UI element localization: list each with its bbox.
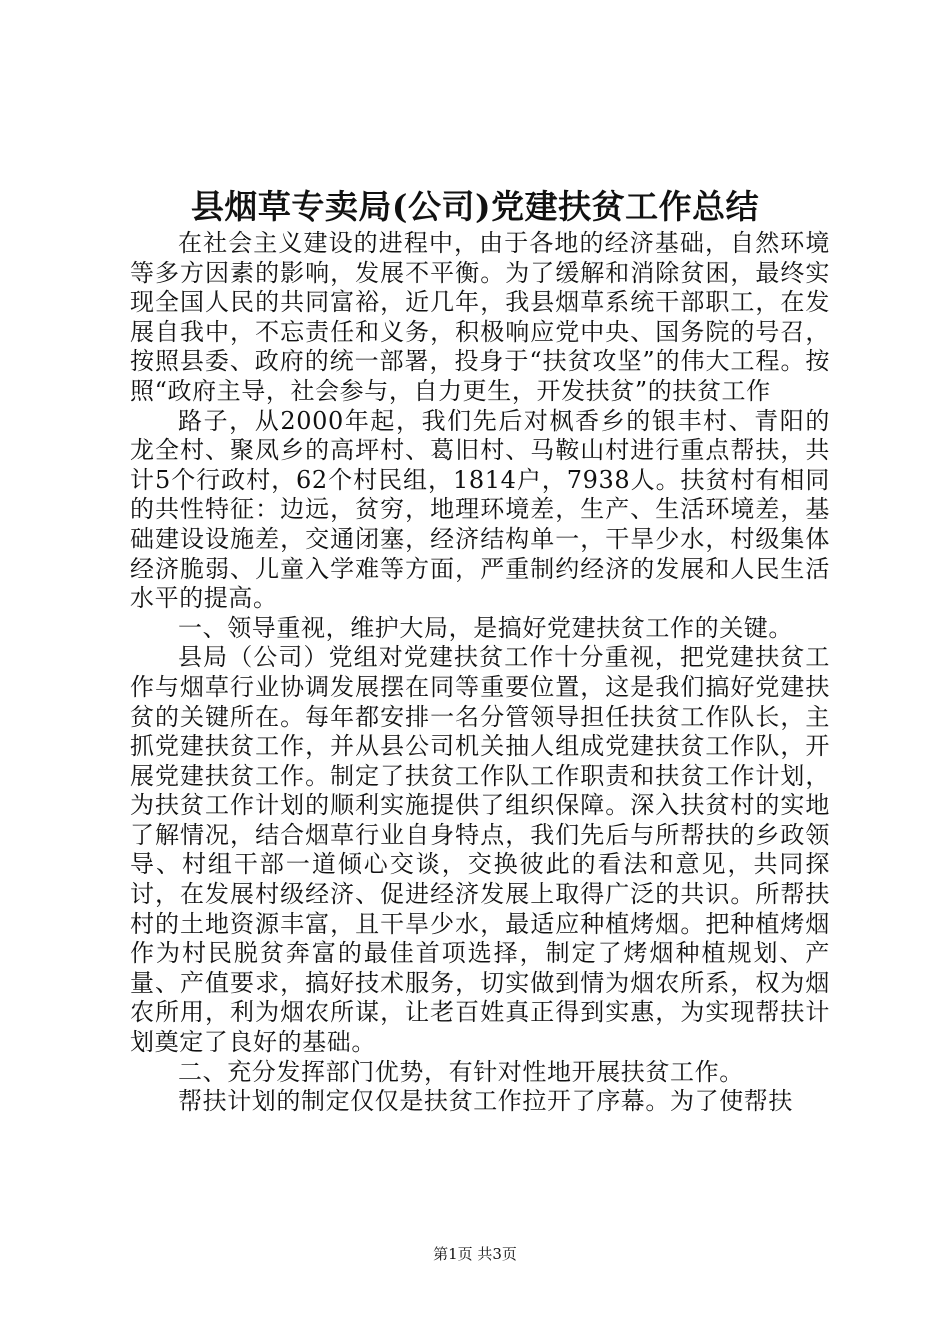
section-heading-2: 二、充分发挥部门优势，有针对性地开展扶贫工作。 xyxy=(178,1057,744,1086)
paragraph-plan-start: 帮扶计划的制定仅仅是扶贫工作拉开了序幕。为了使帮扶 xyxy=(178,1087,793,1116)
paragraph-leadership: 县局（公司）党组对党建扶贫工作十分重视，把党建扶贫工作与烟草行业协调发展摆在同等重要位置，这是我们搞好党建扶贫的关键所在。每年都安排一名分管领导担任扶贫工作队长，主抓党建扶贫工作，并从县公司机关抽人组成党建扶贫工作队，开展党建扶贫工作。制定了扶贫工作队工作职责和扶贫工作计划，为扶贫工作计划的顺利实施提供了组织保障。深入扶贫村的实地了解情况，结合烟草行业自身特点，我们先后与所帮扶的乡政领导、村组干部一道倾心交谈，交换彼此的看法和意见，共同探讨，在发展村级经济、促进经济发展上取得广泛的共识。所帮扶村的土地资源丰富，且干旱少水，最适应种植烤烟。把种植烤烟作为村民脱贫奔富的最佳首项选择，制定了烤烟种植规划、产量、产值要求，搞好技术服务，切实做到情为烟农所系，权为烟农所用，利为烟农所谋，让老百姓真正得到实惠，为实现帮扶计划奠定了良好的基础。 xyxy=(130,643,830,1057)
page-footer: 第1页 共3页 xyxy=(433,1245,517,1263)
paragraph-intro: 在社会主义建设的进程中，由于各地的经济基础，自然环境等多方因素的影响，发展不平衡。为了缓解和消除贫困，最终实现全国人民的共同富裕，近几年，我县烟草系统干部职工，在发展自我中，不忘责任和义务，积极响应党中央、国务院的号召，按照县委、政府的统一部署，投身于“扶贫攻坚”的伟大工程。按照“政府主导，社会参与，自力更生，开发扶贫”的扶贫工作 xyxy=(130,229,830,405)
document-title: 县烟草专卖局(公司)党建扶贫工作总结 xyxy=(190,187,760,226)
document-body xyxy=(130,229,830,1117)
paragraph-assistance-targets: 路子，从2000年起，我们先后对枫香乡的银丰村、青阳的龙全村、聚凤乡的高坪村、葛旧村、马鞍山村进行重点帮扶，共计5个行政村，62个村民组，1814户，7938人。扶贫村有相同的共性特征：边远，贫穷，地理环境差，生产、生活环境差，基础建设设施差，交通闭塞，经济结构单一，干旱少水，村级集体经济脆弱、儿童入学难等方面，严重制约经济的发展和人民生活水平的提高。 xyxy=(130,406,830,613)
section-heading-1: 一、领导重视，维护大局，是搞好党建扶贫工作的关键。 xyxy=(178,613,793,642)
